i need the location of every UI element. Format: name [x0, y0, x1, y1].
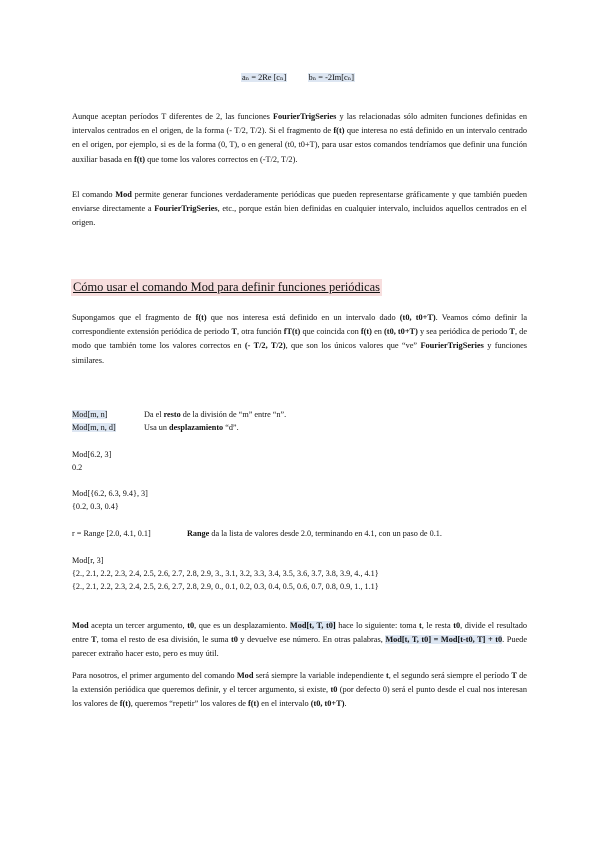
code-mod-identity: Mod[t, T, t0] = Mod[t-t0, T] + t0: [385, 635, 503, 645]
formula-bn: bₙ = -2Im[cₙ]: [308, 73, 354, 82]
paragraph-mod-offset: Mod acepta un tercer argumento, t0, que es un desplazamiento. Mod[t, T, t0] hace lo siguiente: toma t, le resta t0, divide el resultado entre T, toma el resto de esa división, le suma t0 y devuelve ese número. En otras palabras, Mod[t, T, t0] = Mod[t-t0, T] + t0. Puede parecer extraño hacer esto, pero es muy útil.: [72, 621, 528, 659]
code-mod-mnd: Mod[m, n, d]: [72, 423, 116, 432]
paragraph-periodic-extension: Supongamos que el fragmento de f(t) que nos interesa está definido en un intervalo dado (t0, t0+T). Veamos cómo definir la correspondiente extensión periódica de periodo T, otra función fT(t) que coincida con f(t) en (t0, t0+T) y sea periódica de periodo T, de modo que también tome los valores correctos en (- T/2, T/2), que son los únicos valores que “ve” FourierTrigSeries y funciones similares.: [72, 313, 528, 365]
code-output: 0.2: [72, 462, 83, 472]
definition-row: Mod[m, n, d] Usa un desplazamiento “d”.: [72, 423, 239, 432]
code-input: Mod[6.2, 3]: [72, 450, 112, 459]
code-mod-t-T-t0: Mod[t, T, t0]: [289, 621, 336, 630]
code-input: Mod[r, 3]: [72, 556, 104, 565]
range-definition: r = Range [2.0, 4.1, 0.1] Range da la lista de valores desde 2.0, terminando en 4.1, con un paso de 0.1.: [72, 529, 442, 538]
paragraph-mod-intro: El comando Mod permite generar funciones verdaderamente periódicas que pueden representarse gráficamente y que también pueden enviarse directamente a FourierTrigSeries, etc., porque están bien definidas en cualquier intervalo, incluidos aquellos centrados en el origen.: [72, 190, 528, 228]
code-range: r = Range [2.0, 4.1, 0.1]: [72, 529, 151, 538]
term-fourier-trig-series: FourierTrigSeries: [272, 112, 337, 121]
formula-an: aₙ = 2Re [cₙ]: [242, 73, 287, 82]
mod-definition-list: [72, 409, 287, 435]
term-fourier-trig-series: FourierTrigSeries: [420, 341, 484, 351]
paragraph-intro: Aunque aceptan períodos T diferentes de 2, las funciones FourierTrigSeries y las relacionadas sólo admiten funciones definidas en intervalos centrados en el origen, de la forma (- T/2, T/2). Si el fragmento de f(t) que interesa no está definido en un intervalo centrado en el origen, por ejemplo, si es de la forma (0, T), o en general (t0, t0+T), para usar estos comandos tendríamos que definir una función auxiliar basada en f(t) que tome los valores correctos en (-T/2, T/2).: [72, 112, 527, 164]
code-output-line: {2., 2.1, 2.2, 2.3, 2.4, 2.5, 2.6, 2.7, 2.8, 2.9, 3., 3.1, 3.2, 3.3, 3.4, 3.5, 3.6, 3.7, 3.8, 3.9, 4., 4.1}: [72, 568, 379, 578]
paragraph-mod-arguments: Para nosotros, el primer argumento del comando Mod será siempre la variable independiente t, el segundo será siempre el período T de la extensión periódica que queremos definir, y el tercer argumento, si existe, t0 (por defecto 0) será el punto desde el cual nos interesan los valores de f(t), queremos “repetir” los valores de f(t) en el intervalo (t0, t0+T).: [72, 671, 527, 709]
term-fourier-trig-series: FourierTrigSeries: [154, 204, 218, 214]
fourier-coefficient-formulas: [241, 72, 355, 82]
example-mod-scalar: [72, 449, 111, 475]
example-mod-list: [72, 488, 148, 514]
code-output: {0.2, 0.3, 0.4}: [72, 501, 119, 511]
example-mod-range: [72, 555, 379, 593]
definition-row: Mod[m, n] Da el resto de la división de “m” entre “n”.: [72, 410, 287, 419]
code-mod-mn: Mod[m, n]: [72, 410, 108, 419]
code-output-line: {2., 2.1, 2.2, 2.3, 2.4, 2.5, 2.6, 2.7, 2.8, 2.9, 0., 0.1, 0.2, 0.3, 0.4, 0.5, 0.6, 0.7, 0.8, 0.9, 1., 1.1}: [72, 581, 379, 591]
code-input: Mod[{6.2, 6.3, 9.4}, 3]: [72, 489, 148, 498]
section-heading: Cómo usar el comando Mod para definir funciones periódicas: [73, 280, 380, 294]
